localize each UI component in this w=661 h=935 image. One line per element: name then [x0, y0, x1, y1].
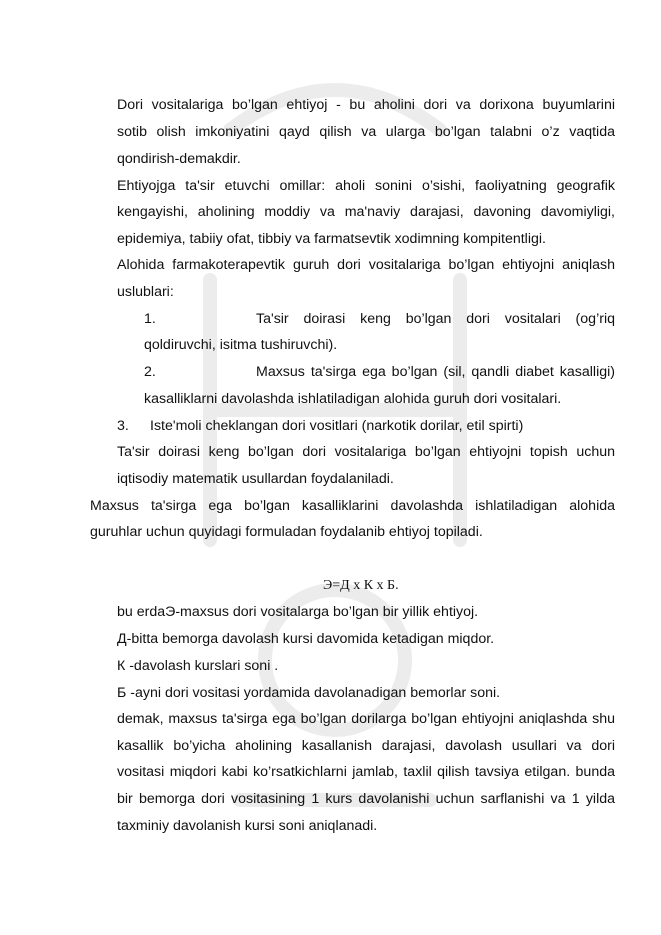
- definition-line-1: bu erdaЭ-maxsus dori vositalarga bo’lgan bir yillik ehtiyoj.: [117, 604, 479, 620]
- formula: Э=Д х К х Б.: [323, 578, 399, 593]
- definition-line-4: Б -ayni dori vositasi yordamida davolanadigan bemorlar soni.: [117, 685, 501, 701]
- paragraph-6-line-5: taxminiy davolanish kursi soni aniqlanadi.: [117, 818, 378, 834]
- paragraph-1-line-3: qondirish-demakdir.: [117, 151, 241, 167]
- paragraph-6-line-2: kasallik bo’yicha aholining kasallanish darajasi, davolash usullari va dori: [117, 738, 615, 754]
- paragraph-6-line-3: vositasi miqdori kabi ko’rsatkichlarni jamlab, taxlil qilish tavsiya etilgan. bunda: [117, 764, 615, 780]
- list-item-1-text-rest: qoldiruvchi, isitma tushiruvchi).: [144, 337, 338, 353]
- paragraph-6-line-4: bir bemorga dori vositasining 1 kurs davolanishi uchun sarflanishi va 1 yilda: [117, 791, 615, 807]
- paragraph-4-line-2: iqtisodiy matematik usullardan foydalaniladi.: [117, 471, 394, 487]
- list-item-1-text-first: Ta'sir doirasi keng bo’lgan dori vositalari (og’riq: [256, 311, 615, 327]
- list-item-1-number: 1.: [144, 311, 156, 327]
- list-item-2-number: 2.: [144, 364, 156, 380]
- list-item-2-text-first: Maxsus ta'sirga ega bo’lgan (sil, qandli diabet kasalligi): [256, 364, 615, 380]
- paragraph-2-line-3: epidemiya, tabiiy ofat, tibbiy va farmatsevtik xodimning kompitentligi.: [117, 231, 546, 247]
- list-item-3-text: Iste'moli cheklangan dori vositlari (narkotik dorilar, etil spirti): [150, 418, 524, 434]
- paragraph-2-line-2: kengayishi, aholining moddiy va ma'naviy darajasi, davoning davomiyligi,: [117, 204, 615, 220]
- list-item-3-number: 3.: [117, 418, 129, 434]
- paragraph-2-line-1: Ehtiyojga ta'sir etuvchi omillar: aholi sonini o’sishi, faoliyatning geografik: [117, 178, 615, 194]
- paragraph-5-line-1: Maxsus ta'sirga ega bo’lgan kasalliklarini davolashda ishlatiladigan alohida: [90, 498, 615, 514]
- definition-line-2: Д-bitta bemorga davolash kursi davomida ketadigan miqdor.: [117, 631, 495, 647]
- paragraph-3-line-2: uslublari:: [117, 284, 174, 300]
- list-item-2-text-rest: kasalliklarni davolashda ishlatiladigan alohida guruh dori vositalari.: [144, 391, 562, 407]
- paragraph-1-line-2: sotib olish imkoniyatini qayd qilish va ularga bo’lgan talabni o’z vaqtida: [117, 124, 615, 140]
- paragraph-5-line-2: guruhlar uchun quyidagi formuladan foydalanib ehtiyoj topiladi.: [90, 524, 483, 540]
- paragraph-4-line-1: Ta'sir doirasi keng bo’lgan dori vositalariga bo’lgan ehtiyojni topish uchun: [117, 444, 615, 460]
- definition-line-3: К -davolash kurslari soni .: [117, 658, 279, 674]
- paragraph-6-line-1: demak, maxsus ta'sirga ega bo’lgan dorilarga bo’lgan ehtiyojni aniqlashda shu: [117, 711, 615, 727]
- paragraph-3-line-1: Alohida farmakoterapevtik guruh dori vositalariga bo’lgan ehtiyojni aniqlash: [117, 257, 615, 273]
- paragraph-1-line-1: Dori vositalariga bo’lgan ehtiyoj - bu aholini dori va dorixona buyumlarini: [117, 97, 615, 113]
